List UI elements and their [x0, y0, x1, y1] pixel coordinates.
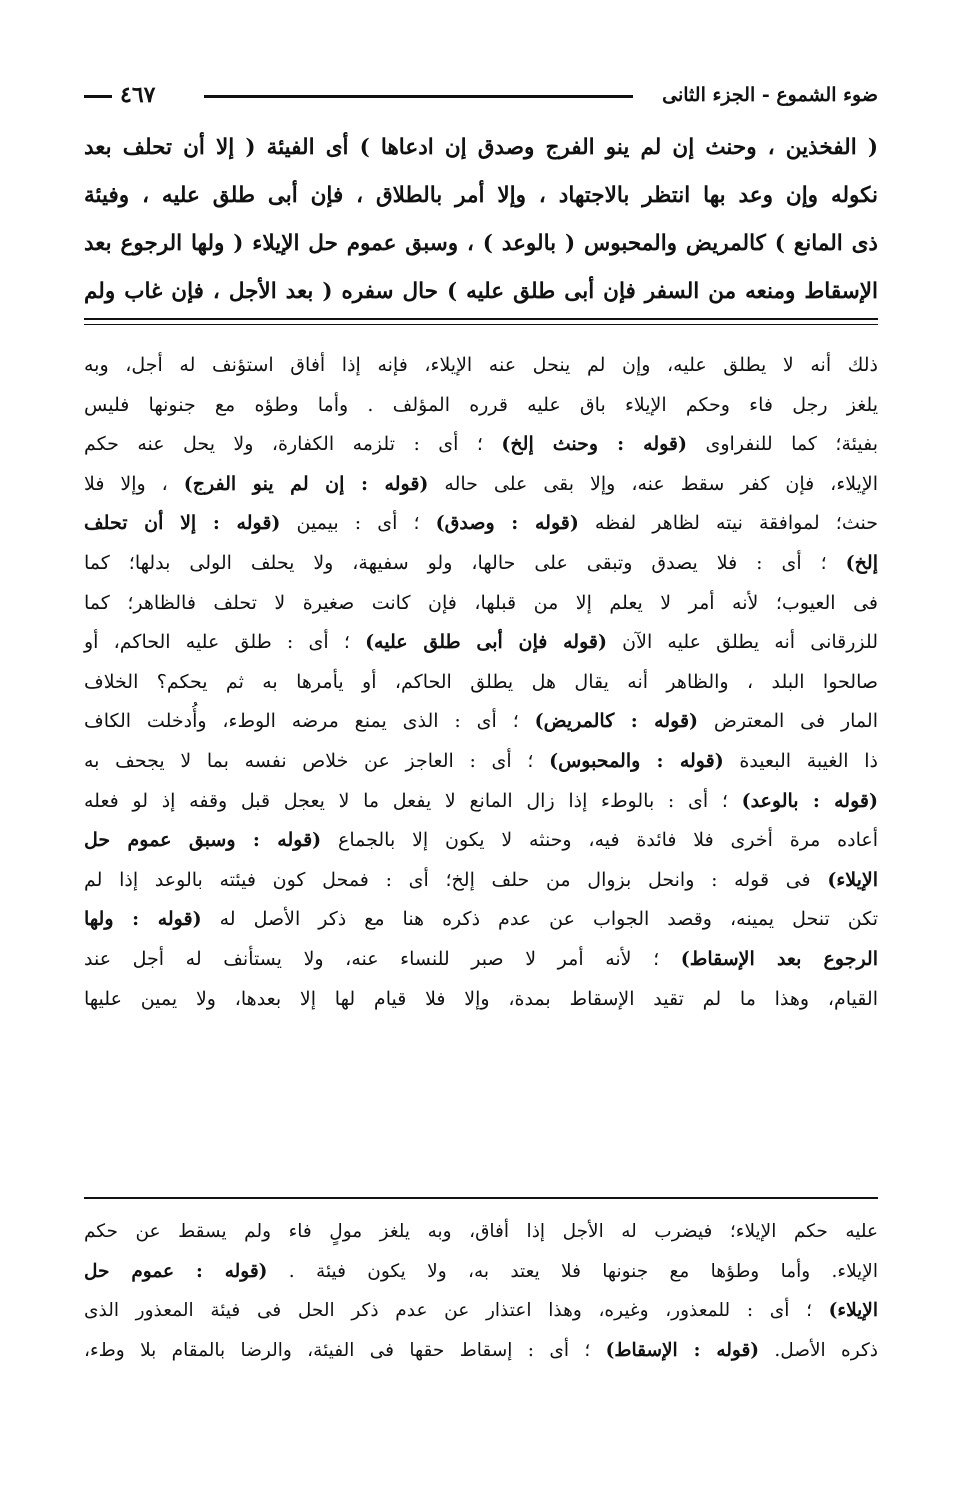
text-run: عليه حكم الإيلاء؛ فيضرب له الأجل إذا أفاق، وبه يلغز مولٍ فاء ولم يسقط عن حكم: [84, 1221, 878, 1242]
header-rule: [204, 95, 633, 98]
text-run: أعاده مرة أخرى فلا فائدة فيه، وحنثه لا يكون إلا بالجماع: [321, 829, 878, 852]
header-title: ضوء الشموع - الجزء الثانى: [662, 84, 878, 106]
quoted-lemma: (قوله : وصدق): [435, 512, 579, 535]
commentary-line: [84, 782, 878, 822]
quoted-lemma: (قوله : وحنث إلخ): [501, 433, 687, 456]
text-run: ؛ أى : للمعذور، وغيره، وهذا اعتذار عن عدم ذكر الحل فى فيئة المعذور الذى: [84, 1300, 829, 1321]
commentary-line: [84, 940, 878, 980]
text-run: حنث؛ لموافقة نيته لظاهر لفظه: [578, 512, 878, 535]
commentary-line: [84, 702, 878, 742]
text-run: للزرقانى أنه يطلق عليه الآن: [606, 631, 878, 654]
text-run: ؛ أى : فلا يصدق وتبقى على حالها، ولو سفيهة، ولا يحلف الولى بدلها؛ كما: [84, 551, 846, 574]
commentary-line: [84, 663, 878, 703]
commentary-line: [84, 821, 878, 861]
footnote-line: [84, 1331, 878, 1371]
footnote-line: [84, 1291, 878, 1331]
footnote: [84, 1212, 878, 1370]
quoted-lemma: (قوله : ولها: [84, 908, 202, 931]
quoted-lemma: (قوله : وسبق عموم حل: [84, 829, 322, 852]
commentary-line: [84, 346, 878, 386]
text-run: بفيئة؛ كما للنفراوى: [687, 433, 878, 456]
header-dash: [84, 95, 112, 98]
text-run: فى العيوب؛ لأنه أمر لا يعلم إلا من قبلها، فإن كانت صغيرة لا تحلف فالظاهر؛ كما: [84, 591, 878, 614]
footnote-line: [84, 1252, 878, 1292]
text-run: ذلك أنه لا يطلق عليه، وإن لم ينحل عنه الإيلاء، فإنه إذا أفاق استؤنف له أجل، وبه: [84, 354, 878, 376]
commentary-line: [84, 544, 878, 584]
text-run: ؛ أى : بالوطء إذا زال المانع لا يفعل ما لا يعجل قبل وقفه إذ لو فعله: [84, 789, 742, 812]
commentary-line: [84, 623, 878, 663]
text-run: المار فى المعترض: [698, 710, 878, 733]
main-text-line: ( الفخذين ، وحنث إن لم ينو الفرج وصدق إن ادعاها ) أى الفيئة ( إلا أن تحلف بعد: [84, 135, 878, 160]
commentary-line: [84, 386, 878, 426]
quoted-lemma: (قوله : عموم حل: [84, 1260, 268, 1282]
text-run: ذا الغيبة البعيدة: [723, 749, 878, 772]
commentary: [84, 346, 878, 1019]
main-text: [84, 124, 878, 316]
text-run: ، وإلا فلا: [84, 472, 184, 495]
text-run: ذكره الأصل.: [759, 1339, 879, 1361]
quoted-lemma: إلخ): [845, 551, 878, 574]
running-header: [84, 78, 878, 114]
commentary-line: [84, 900, 878, 940]
text-run: تكن تنحل يمينه، وقصد الجواب عن عدم ذكره هنا مع ذكر الأصل له: [201, 908, 879, 931]
commentary-line: [84, 980, 878, 1020]
page-number: ٤٦٧: [120, 82, 156, 108]
commentary-line: [84, 425, 878, 465]
main-text-divider: [84, 318, 878, 325]
main-text-line: ذى المانع ) كالمريض والمحبوس ( بالوعد ) ، وسبق عموم حل الإيلاء ( ولها الرجوع بعد: [84, 231, 878, 256]
text-run: ؛ لأنه أمر لا صبر للنساء عنه، ولا يستأنف له أجل عند: [84, 947, 681, 970]
text-run: فى قوله : وانحل بزوال من حلف إلخ؛ أى : فمحل كون فيئته بالوعد إذا لم: [84, 868, 828, 891]
quoted-lemma: (قوله فإن أبى طلق عليه): [365, 631, 607, 654]
quoted-lemma: الإيلاء): [827, 868, 878, 891]
quoted-lemma: (قوله : إن لم ينو الفرج): [183, 472, 429, 495]
quoted-lemma: (قوله : الإسقاط): [605, 1339, 760, 1361]
quoted-lemma: الإيلاء): [828, 1300, 878, 1321]
footnote-divider: [84, 1197, 878, 1199]
quoted-lemma: (قوله : بالوعد): [741, 789, 878, 812]
text-run: ؛ أى : تلزمه الكفارة، ولا يحل عنه حكم: [84, 433, 502, 456]
text-run: ؛ أى : بيمين: [280, 512, 436, 535]
quoted-lemma: (قوله : إلا أن تحلف: [84, 512, 281, 535]
commentary-line: [84, 861, 878, 901]
quoted-lemma: (قوله : كالمريض): [534, 710, 699, 733]
text-run: ؛ أى : إسقاط حقها فى الفيئة، والرضا بالمقام بلا وطء،: [84, 1339, 606, 1361]
text-run: ؛ أى : طلق عليه الحاكم، أو: [84, 631, 366, 654]
quoted-lemma: (قوله : والمحبوس): [549, 749, 724, 772]
text-run: ؛ أى : العاجز عن خلاص نفسه بما لا يجحف به: [84, 749, 550, 772]
main-text-line: نكوله وإن وعد بها انتظر بالاجتهاد ، وإلا أمر بالطلاق ، فإن أبى طلق عليه ، وفيئة: [84, 183, 878, 208]
text-run: يلغز رجل فاء وحكم الإيلاء باق عليه قرره المؤلف . وأما وطؤه مع جنونها فليس: [84, 393, 878, 416]
commentary-line: [84, 742, 878, 782]
quoted-lemma: الرجوع بعد الإسقاط): [680, 947, 878, 970]
commentary-line: [84, 504, 878, 544]
main-text-line: الإسقاط ومنعه من السفر فإن أبى طلق عليه ) حال سفره ( بعد الأجل ، فإن غاب ولم: [84, 279, 878, 304]
commentary-line: [84, 584, 878, 624]
text-run: القيام، وهذا ما لم تقيد الإسقاط بمدة، وإلا فلا قيام لها إلا بعدها، ولا يمين عليها: [84, 987, 878, 1010]
text-run: الإيلاء. وأما وطؤها مع جنونها فلا يعتد به، ولا يكون فيئة .: [267, 1260, 878, 1282]
footnote-line: [84, 1212, 878, 1252]
text-run: صالحوا البلد ، والظاهر أنه يقال هل يطلق الحاكم، أو يأمرها به ثم يحكم؟ الخلاف: [84, 670, 878, 693]
commentary-line: [84, 465, 878, 505]
text-run: ؛ أى : الذى يمنع مرضه الوطء، وأُدخلت الكاف: [84, 710, 535, 733]
text-run: الإيلاء، فإن كفر سقط عنه، وإلا بقى على حاله: [428, 472, 878, 495]
